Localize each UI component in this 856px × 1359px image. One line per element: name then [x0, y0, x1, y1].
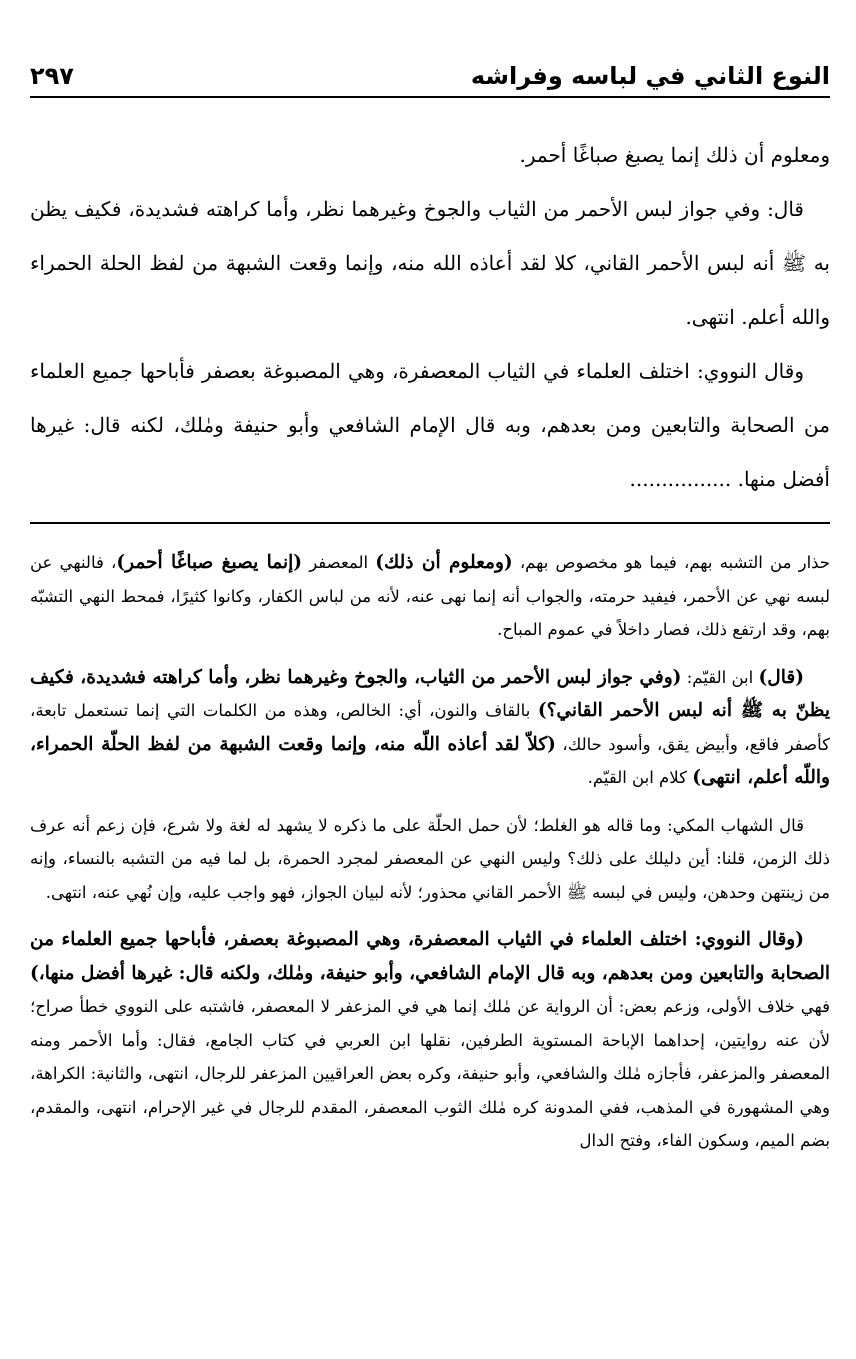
commentary-text: ، فالنهي عن لبسه نهي عن الأحمر، فيفيد حرمته، والجواب أنه إنما نهى عنه، لأنه من لباس الكفار، وكانوا كثيرًا، فمحط النهي التشبّه بهم، وقد ارتفع ذلك، فصار داخلاً في عموم المباح.	[30, 553, 830, 639]
commentary	[30, 546, 830, 1158]
commentary-paragraph	[30, 661, 830, 795]
commentary-text: حذار من التشبه بهم، فيما هو مخصوص بهم،	[512, 553, 831, 572]
document-page	[30, 46, 830, 1172]
ellipsis-dots: ................	[629, 467, 732, 491]
commentary-text: المعصفر	[302, 553, 376, 572]
quoted-text: (وفي جواز لبس الأحمر من الثياب، والجوخ وغيرهما نظر، وأما كراهته فشديدة، فكيف يظنّ به ﷺ أنه لبس الأحمر القاني؟)	[30, 666, 830, 721]
page-header	[30, 46, 830, 106]
commentary-paragraph: قال الشهاب المكي: وما قاله هو الغلط؛ لأن حمل الحلّة على ما ذكره لا يشهد له لغة ولا شرع، فإن زعم أنه عرف ذلك الزمن، قلنا: أين دليلك على ذلك؟ وليس النهي عن المعصفر لمجرد الحمرة، بل لما فيه من التشبه بالنساء، وإنه من زينتهن وحدهن، وليس في لبسه ﷺ الأحمر القاني محذور؛ لأنه لبيان الجواز، فهو واجب عليه، وإن نُهي عنه، انتهى.	[30, 815, 830, 902]
commentary-text: بالقاف والنون، أي: الخالص، وهذه من الكلمات التي إنما تستعمل تابعة، كأصفر فاقع، وأبيض يقق، وأسود حالك،	[30, 701, 830, 754]
quoted-text: (ومعلوم أن ذلك)	[375, 552, 513, 573]
main-paragraph-text: وقال النووي: اختلف العلماء في الثياب المعصفرة، وهي المصبوغة بعصفر فأباحها جميع العلماء من الصحابة والتابعين ومن بعدهم، وبه قال الإمام الشافعي وأبو حنيفة ومٰلك، لكنه قال: غيرها أفضل منها.	[30, 359, 830, 491]
running-title: النوع الثاني في لباسه وفراشه	[470, 62, 830, 90]
commentary-text: كلام ابن القيّم.	[587, 768, 693, 787]
main-paragraph: قال: وفي جواز لبس الأحمر من الثياب والجوخ وغيرهما نظر، وأما كراهته فشديدة، فكيف يظن به ﷺ أنه لبس الأحمر القاني، كلا لقد أعاذه الله منه، وإنما وقعت الشبهة من لفظ الحلة الحمراء والله أعلم. انتهى.	[30, 197, 830, 329]
commentary-text: فهي خلاف الأولى، وزعم بعض: أن الرواية عن مٰلك إنما هي في المزعفر لا المعصفر، فاشتبه على النووي خطأ صراح؛ لأن عنه روايتين، إحداهما الإباحة المستوية الطرفين، نقلها ابن العربي في كتاب الجامع، فقال: وأما الأحمر ومنه المعصفر والمزعفر، فأجازه مٰلك والشافعي، وأبو حنيفة، وكره بعض العراقيين المزعفر للرجال، انتهى، والثانية: الكراهة، وهي المشهورة في المذهب، ففي المدونة كره مٰلك الثوب المعصفر، المقدم للرجال في غير الإحرام، انتهى، والمقدم، بضم الميم، وسكون الفاء، وفتح الدال	[30, 997, 830, 1150]
main-text	[30, 128, 830, 506]
commentary-text: ابن القيّم:	[681, 667, 759, 687]
quoted-text: (كلاّ لقد أعاذه اللّه منه، وإنما وقعت الشبهة من لفظ الحلّة الحمراء، واللّه أعلم، انتهى)	[30, 733, 830, 788]
section-divider	[30, 522, 830, 524]
header-rule	[30, 96, 830, 98]
commentary-paragraph	[30, 923, 830, 1158]
main-paragraph: ومعلوم أن ذلك إنما يصبغ صباغًا أحمر.	[519, 143, 830, 167]
page-number: ٢٩٧	[30, 62, 74, 90]
quoted-text: (إنما يصبغ صباغًا أحمر)	[116, 552, 303, 573]
commentary-paragraph	[30, 546, 830, 647]
quoted-text: (وقال النووي: اختلف العلماء في الثياب المعصفرة، وهي المصبوغة بعصفر، فأباحها جميع العلماء من الصحابة والتابعين ومن بعدهم، وبه قال الإمام الشافعي، وأبو حنيفة، ومٰلك، ولكنه قال: غيرها أفضل منها،)	[30, 929, 830, 984]
main-paragraph	[30, 344, 830, 506]
quoted-text: (قال)	[758, 666, 804, 688]
